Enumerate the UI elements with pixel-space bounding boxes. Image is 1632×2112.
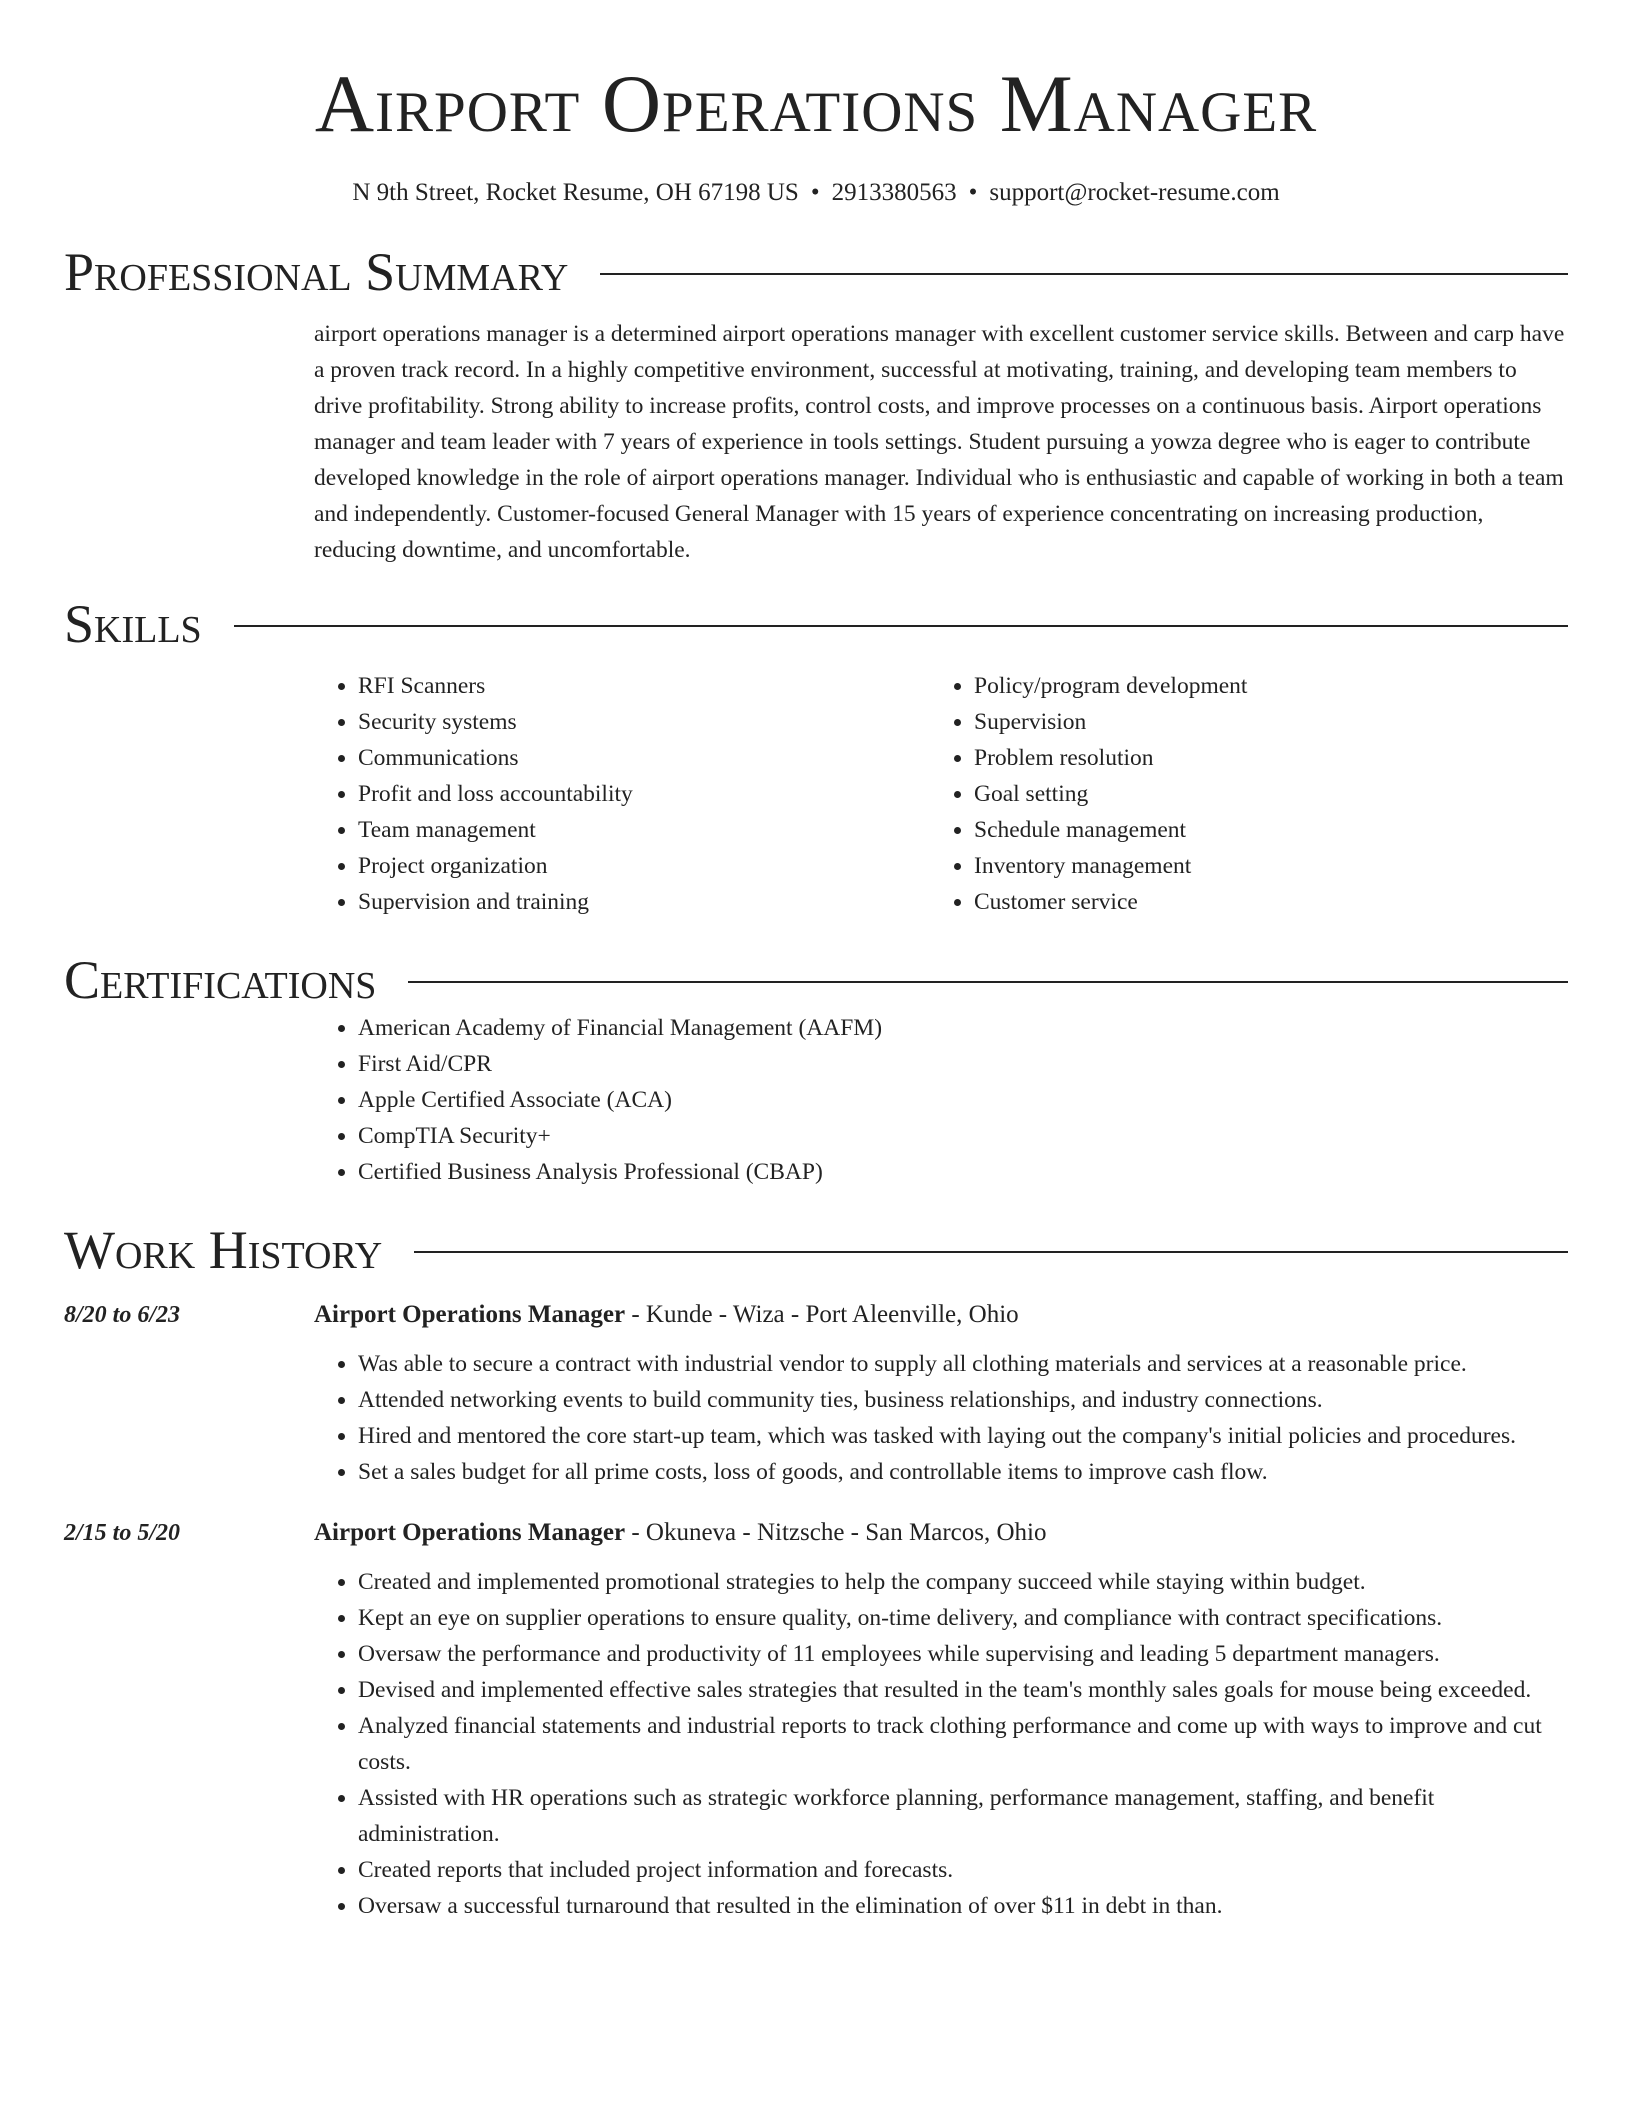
- job-content: [314, 1514, 1568, 1924]
- skill-item: • Project organization: [358, 848, 930, 884]
- job-bullets: [314, 1564, 1568, 1924]
- skills-right-list: [930, 668, 1546, 920]
- section-divider: [234, 625, 1568, 627]
- certification-item: • American Academy of Financial Management (AAFM): [358, 1010, 1568, 1046]
- section-divider: [408, 981, 1568, 983]
- job-bullet: • Analyzed financial statements and industrial reports to track clothing performance and come up with ways to improve and cut costs.: [358, 1708, 1568, 1780]
- certifications-list: [314, 1010, 1568, 1190]
- skills-section: [314, 668, 1568, 920]
- skills-left-column: [314, 668, 930, 920]
- skill-item: • Customer service: [974, 884, 1546, 920]
- skill-item: • Communications: [358, 740, 930, 776]
- job-title: Airport Operations Manager: [314, 1301, 626, 1328]
- skill-item: • Security systems: [358, 704, 930, 740]
- job-entry: [64, 1514, 1568, 1924]
- job-content: [314, 1296, 1568, 1490]
- job-bullet: • Created and implemented promotional strategies to help the company succeed while staying within budget.: [358, 1564, 1568, 1600]
- skills-columns: [314, 668, 1568, 920]
- contact-separator: •: [968, 179, 978, 206]
- job-bullet: • Kept an eye on supplier operations to ensure quality, on-time delivery, and compliance with contract specifications.: [358, 1600, 1568, 1636]
- skill-item: • Schedule management: [974, 812, 1546, 848]
- work-section-title: Work History: [64, 1220, 383, 1280]
- job-header: [314, 1296, 1568, 1334]
- job-bullet: • Assisted with HR operations such as strategic workforce planning, performance management, staffing, and benefit administration.: [358, 1780, 1568, 1852]
- job-title: Airport Operations Manager: [314, 1519, 626, 1546]
- skill-item: • Supervision: [974, 704, 1546, 740]
- job-bullet: • Devised and implemented effective sales strategies that resulted in the team's monthly sales goals for mouse being exceeded.: [358, 1672, 1568, 1708]
- skill-item: • Policy/program development: [974, 668, 1546, 704]
- certifications-section-header: [64, 950, 1568, 1010]
- skill-item: • Inventory management: [974, 848, 1546, 884]
- skill-item: • Goal setting: [974, 776, 1546, 812]
- job-bullets: [314, 1346, 1568, 1490]
- certification-item: • CompTIA Security+: [358, 1118, 1568, 1154]
- contact-address: N 9th Street, Rocket Resume, OH 67198 US: [352, 179, 799, 206]
- contact-phone: 2913380563: [831, 179, 957, 206]
- contact-email[interactable]: support@rocket-resume.com: [989, 179, 1280, 206]
- job-bullet: • Attended networking events to build community ties, business relationships, and industry connections.: [358, 1382, 1568, 1418]
- skill-item: • Problem resolution: [974, 740, 1546, 776]
- summary-section-header: [64, 242, 1568, 302]
- skill-item: • Team management: [358, 812, 930, 848]
- job-bullet: • Oversaw a successful turnaround that resulted in the elimination of over $11 in debt in than.: [358, 1888, 1568, 1924]
- work-section-header: [64, 1220, 1568, 1280]
- certifications-section-title: Certifications: [64, 950, 377, 1010]
- job-entry: [64, 1296, 1568, 1490]
- job-bullet: • Created reports that included project information and forecasts.: [358, 1852, 1568, 1888]
- section-divider: [600, 273, 1568, 275]
- job-details: - Okuneva - Nitzsche - San Marcos, Ohio: [625, 1519, 1047, 1546]
- skill-item: • Profit and loss accountability: [358, 776, 930, 812]
- skills-section-header: [64, 594, 1568, 654]
- resume-name: Airport Operations Manager: [314, 58, 1318, 149]
- job-dates: 8/20 to 6/23: [64, 1302, 181, 1328]
- skills-right-column: [930, 668, 1546, 920]
- certification-item: • First Aid/CPR: [358, 1046, 1568, 1082]
- contact-line: [64, 178, 1568, 208]
- job-dates: 2/15 to 5/20: [64, 1520, 181, 1546]
- skill-item: • Supervision and training: [358, 884, 930, 920]
- job-bullet: • Was able to secure a contract with industrial vendor to supply all clothing materials and services at a reasonable price.: [358, 1346, 1568, 1382]
- section-divider: [414, 1251, 1568, 1253]
- job-bullet: • Oversaw the performance and productivity of 11 employees while supervising and leading 5 department managers.: [358, 1636, 1568, 1672]
- skill-item: • RFI Scanners: [358, 668, 930, 704]
- summary-section: [314, 316, 1568, 568]
- contact-separator: •: [810, 179, 820, 206]
- skills-section-title: Skills: [64, 594, 202, 654]
- skills-left-list: [314, 668, 930, 920]
- certification-item: • Certified Business Analysis Professional (CBAP): [358, 1154, 1568, 1190]
- summary-section-title: Professional Summary: [64, 242, 569, 302]
- job-details: - Kunde - Wiza - Port Aleenville, Ohio: [625, 1301, 1019, 1328]
- job-header: [314, 1514, 1568, 1552]
- certifications-section: [314, 1010, 1568, 1190]
- job-bullet: • Hired and mentored the core start-up team, which was tasked with laying out the company's initial policies and procedures.: [358, 1418, 1568, 1454]
- job-bullet: • Set a sales budget for all prime costs, loss of goods, and controllable items to improve cash flow.: [358, 1454, 1568, 1490]
- certification-item: • Apple Certified Associate (ACA): [358, 1082, 1568, 1118]
- summary-text: airport operations manager is a determined airport operations manager with excellent customer service skills. Between and carp have a proven track record. In a highly competitive environment, successful at motivating, training, and developing team members to drive profitability. Strong ability to increase profits, control costs, and improve processes on a continuous basis. Airport operations manager and team leader with 7 years of experience in tools settings. Student pursuing a yowza degree who is eager to contribute developed knowledge in the role of airport operations manager. Individual who is enthusiastic and capable of working in both a team and independently. Customer-focused General Manager with 15 years of experience concentrating on increasing production, reducing downtime, and uncomfortable.: [314, 321, 1565, 563]
